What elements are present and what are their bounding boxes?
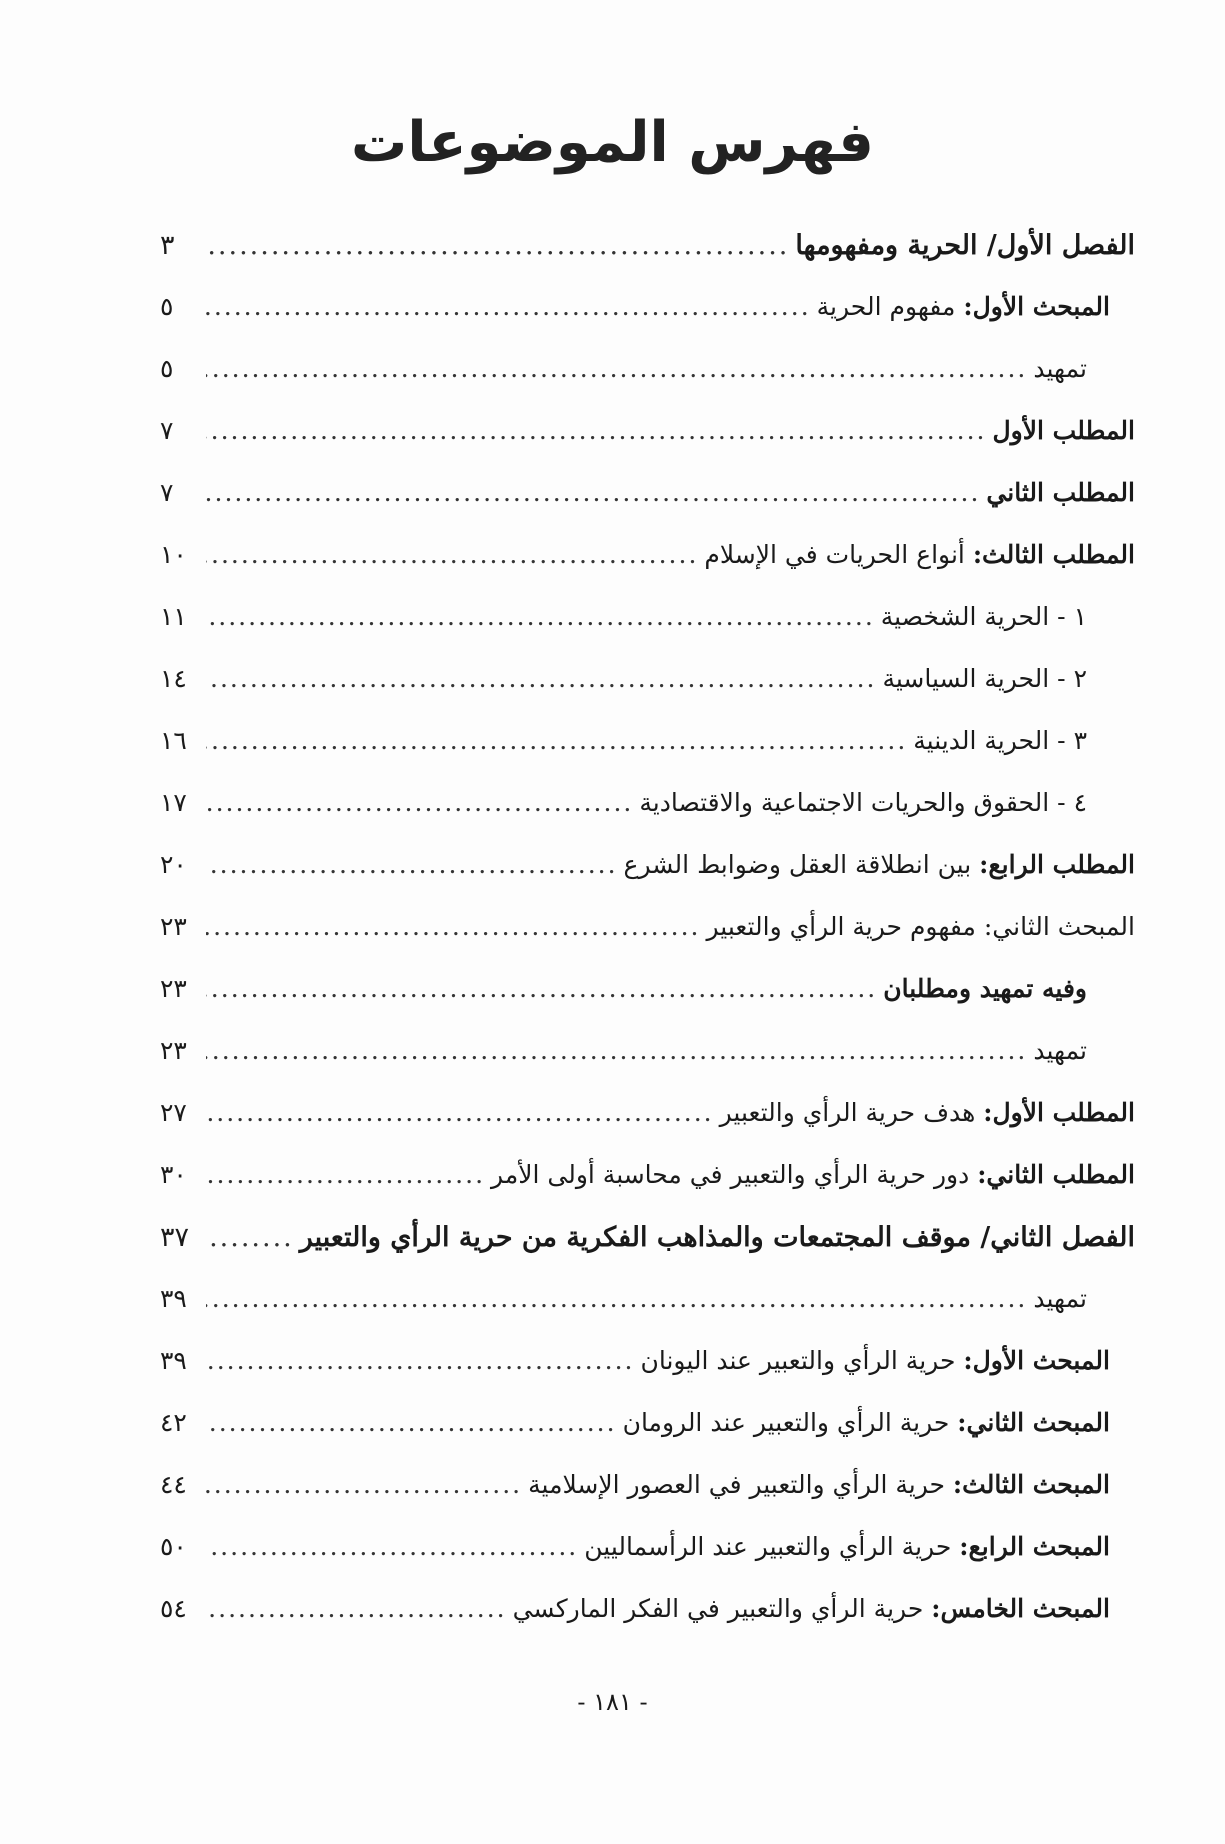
entry-text: دور حرية الرأي والتعبير في محاسبة أولى الأمر [491, 1160, 978, 1189]
dot-leader [206, 354, 1027, 383]
entry-heading: المطلب الرابع: [979, 850, 1135, 879]
toc-entry [160, 850, 1135, 912]
entry-title [883, 974, 1087, 1003]
toc-entry [160, 540, 1135, 602]
entry-title [623, 1408, 1110, 1437]
toc-entry [160, 1284, 1135, 1346]
entry-text: أنواع الحريات في الإسلام [704, 540, 973, 569]
entry-title [881, 602, 1087, 631]
dot-leader [206, 540, 698, 569]
entry-title [882, 664, 1087, 693]
entry-page: ٣٧ [160, 1222, 190, 1253]
entry-page: ٥٤ [160, 1594, 187, 1623]
toc-entry [160, 354, 1135, 416]
entry-title [913, 726, 1087, 755]
entry-title [640, 1346, 1110, 1375]
entry-title [528, 1470, 1110, 1499]
entry-title [1033, 354, 1087, 383]
entry-text: ٢ - الحرية السياسية [882, 664, 1087, 693]
entry-heading: وفيه تمهيد ومطلبان [883, 974, 1087, 1003]
entry-heading: المبحث الثاني: [957, 1408, 1110, 1437]
entry-text: حرية الرأي والتعبير عند الرأسماليين [584, 1532, 960, 1561]
entry-title [720, 1098, 1135, 1127]
toc-entry [160, 1470, 1135, 1532]
entry-heading: المبحث الأول: [963, 1346, 1110, 1375]
entry-text: بين انطلاقة العقل وضوابط الشرع [623, 850, 980, 879]
dot-leader [206, 230, 789, 261]
entry-page: ٥ [160, 292, 174, 321]
toc-entry [160, 602, 1135, 664]
entry-title [300, 1222, 1135, 1253]
entry-heading: المطلب الأول: [983, 1098, 1135, 1127]
dot-leader [206, 416, 987, 445]
entry-text: المبحث الثاني: مفهوم حرية الرأي والتعبير [706, 912, 1135, 941]
toc-entry [160, 974, 1135, 1036]
entry-page: ٢٣ [160, 974, 187, 1003]
entry-title [639, 788, 1087, 817]
toc-entry [160, 1408, 1135, 1470]
entry-heading: المطلب الثاني: [977, 1160, 1135, 1189]
dot-leader [206, 1408, 617, 1437]
entry-page: ٥ [160, 354, 174, 383]
entry-heading: المطلب الأول [992, 416, 1135, 445]
entry-heading: المبحث الخامس: [931, 1594, 1110, 1623]
entry-text: حرية الرأي والتعبير في العصور الإسلامية [528, 1470, 953, 1499]
entry-title [624, 850, 1135, 879]
toc-entry [160, 416, 1135, 478]
entry-page: ٢٠ [160, 850, 187, 879]
dot-leader [206, 1036, 1027, 1065]
entry-page: ٢٧ [160, 1098, 187, 1127]
dot-leader [206, 1594, 507, 1623]
entry-page: ٢٣ [160, 912, 187, 941]
dot-leader [206, 1098, 714, 1127]
entry-text: ١ - الحرية الشخصية [880, 602, 1087, 631]
toc-entry [160, 1532, 1135, 1594]
entry-text: حرية الرأي والتعبير عند الرومان [622, 1408, 958, 1437]
entry-page: ٢٣ [160, 1036, 187, 1065]
entry-title [795, 230, 1135, 261]
dot-leader [206, 1470, 522, 1499]
entry-page: ٣٩ [160, 1346, 187, 1375]
toc-entry [160, 664, 1135, 726]
toc-entry [160, 1036, 1135, 1098]
entry-text: حرية الرأي والتعبير في الفكر الماركسي [512, 1594, 932, 1623]
dot-leader [206, 478, 980, 507]
dot-leader [206, 1346, 634, 1375]
entry-page: ١٦ [160, 726, 187, 755]
entry-page: ٣ [160, 230, 175, 261]
toc-entry [160, 230, 1135, 292]
entry-page: ٤٢ [160, 1408, 187, 1437]
dot-leader [206, 1222, 294, 1253]
entry-text: حرية الرأي والتعبير عند اليونان [640, 1346, 964, 1375]
entry-heading: الفصل الأول/ الحرية ومفهومها [795, 230, 1135, 261]
dot-leader [206, 664, 876, 693]
table-of-contents [160, 230, 1135, 1656]
entry-heading: المبحث الثالث: [952, 1470, 1110, 1499]
entry-title [1033, 1036, 1087, 1065]
entry-title [704, 540, 1135, 569]
entry-page: ٥٠ [160, 1532, 187, 1561]
entry-heading: المطلب الثاني [986, 478, 1135, 507]
entry-page: ٧ [160, 478, 174, 507]
entry-text: ٣ - الحرية الدينية [913, 726, 1087, 755]
entry-title [1033, 1284, 1087, 1313]
entry-page: ١٠ [160, 540, 187, 569]
entry-text: مفهوم الحرية [816, 292, 964, 321]
entry-title [993, 416, 1136, 445]
entry-page: ١٤ [160, 664, 187, 693]
entry-heading: المبحث الرابع: [959, 1532, 1110, 1561]
dot-leader [206, 788, 633, 817]
entry-page: ٧ [160, 416, 174, 445]
toc-entry [160, 1346, 1135, 1408]
dot-leader [206, 1532, 578, 1561]
dot-leader [206, 602, 875, 631]
entry-text: تمهيد [1033, 354, 1087, 383]
toc-entry [160, 1160, 1135, 1222]
entry-text: ٤ - الحقوق والحريات الاجتماعية والاقتصادية [639, 788, 1087, 817]
page-title: فهرس الموضوعات [351, 110, 874, 175]
entry-page: ٣٩ [160, 1284, 187, 1313]
toc-entry [160, 292, 1135, 354]
entry-page: ٣٠ [160, 1160, 187, 1189]
entry-title [707, 912, 1135, 941]
dot-leader [206, 1284, 1027, 1313]
entry-heading: الفصل الثاني/ موقف المجتمعات والمذاهب الفكرية من حرية الرأي والتعبير [299, 1222, 1135, 1253]
entry-page: ١١ [160, 602, 187, 631]
entry-heading: المبحث الأول: [963, 292, 1110, 321]
entry-page: ٤٤ [160, 1470, 187, 1499]
dot-leader [206, 292, 811, 321]
entry-text: هدف حرية الرأي والتعبير [719, 1098, 984, 1127]
toc-entry [160, 912, 1135, 974]
entry-heading: المطلب الثالث: [972, 540, 1135, 569]
toc-entry [160, 726, 1135, 788]
entry-text: تمهيد [1033, 1284, 1087, 1313]
entry-title [817, 292, 1110, 321]
toc-entry [160, 788, 1135, 850]
page-number: - ١٨١ - [577, 1688, 648, 1716]
entry-page: ١٧ [160, 788, 187, 817]
dot-leader [206, 974, 877, 1003]
dot-leader [206, 726, 907, 755]
toc-entry [160, 1098, 1135, 1160]
toc-entry [160, 1594, 1135, 1656]
entry-text: تمهيد [1033, 1036, 1087, 1065]
toc-entry [160, 1222, 1135, 1284]
entry-title [491, 1160, 1135, 1189]
entry-title [584, 1532, 1110, 1561]
dot-leader [206, 1160, 485, 1189]
entry-title [986, 478, 1135, 507]
entry-title [513, 1594, 1110, 1623]
toc-entry [160, 478, 1135, 540]
dot-leader [206, 850, 618, 879]
dot-leader [206, 912, 701, 941]
